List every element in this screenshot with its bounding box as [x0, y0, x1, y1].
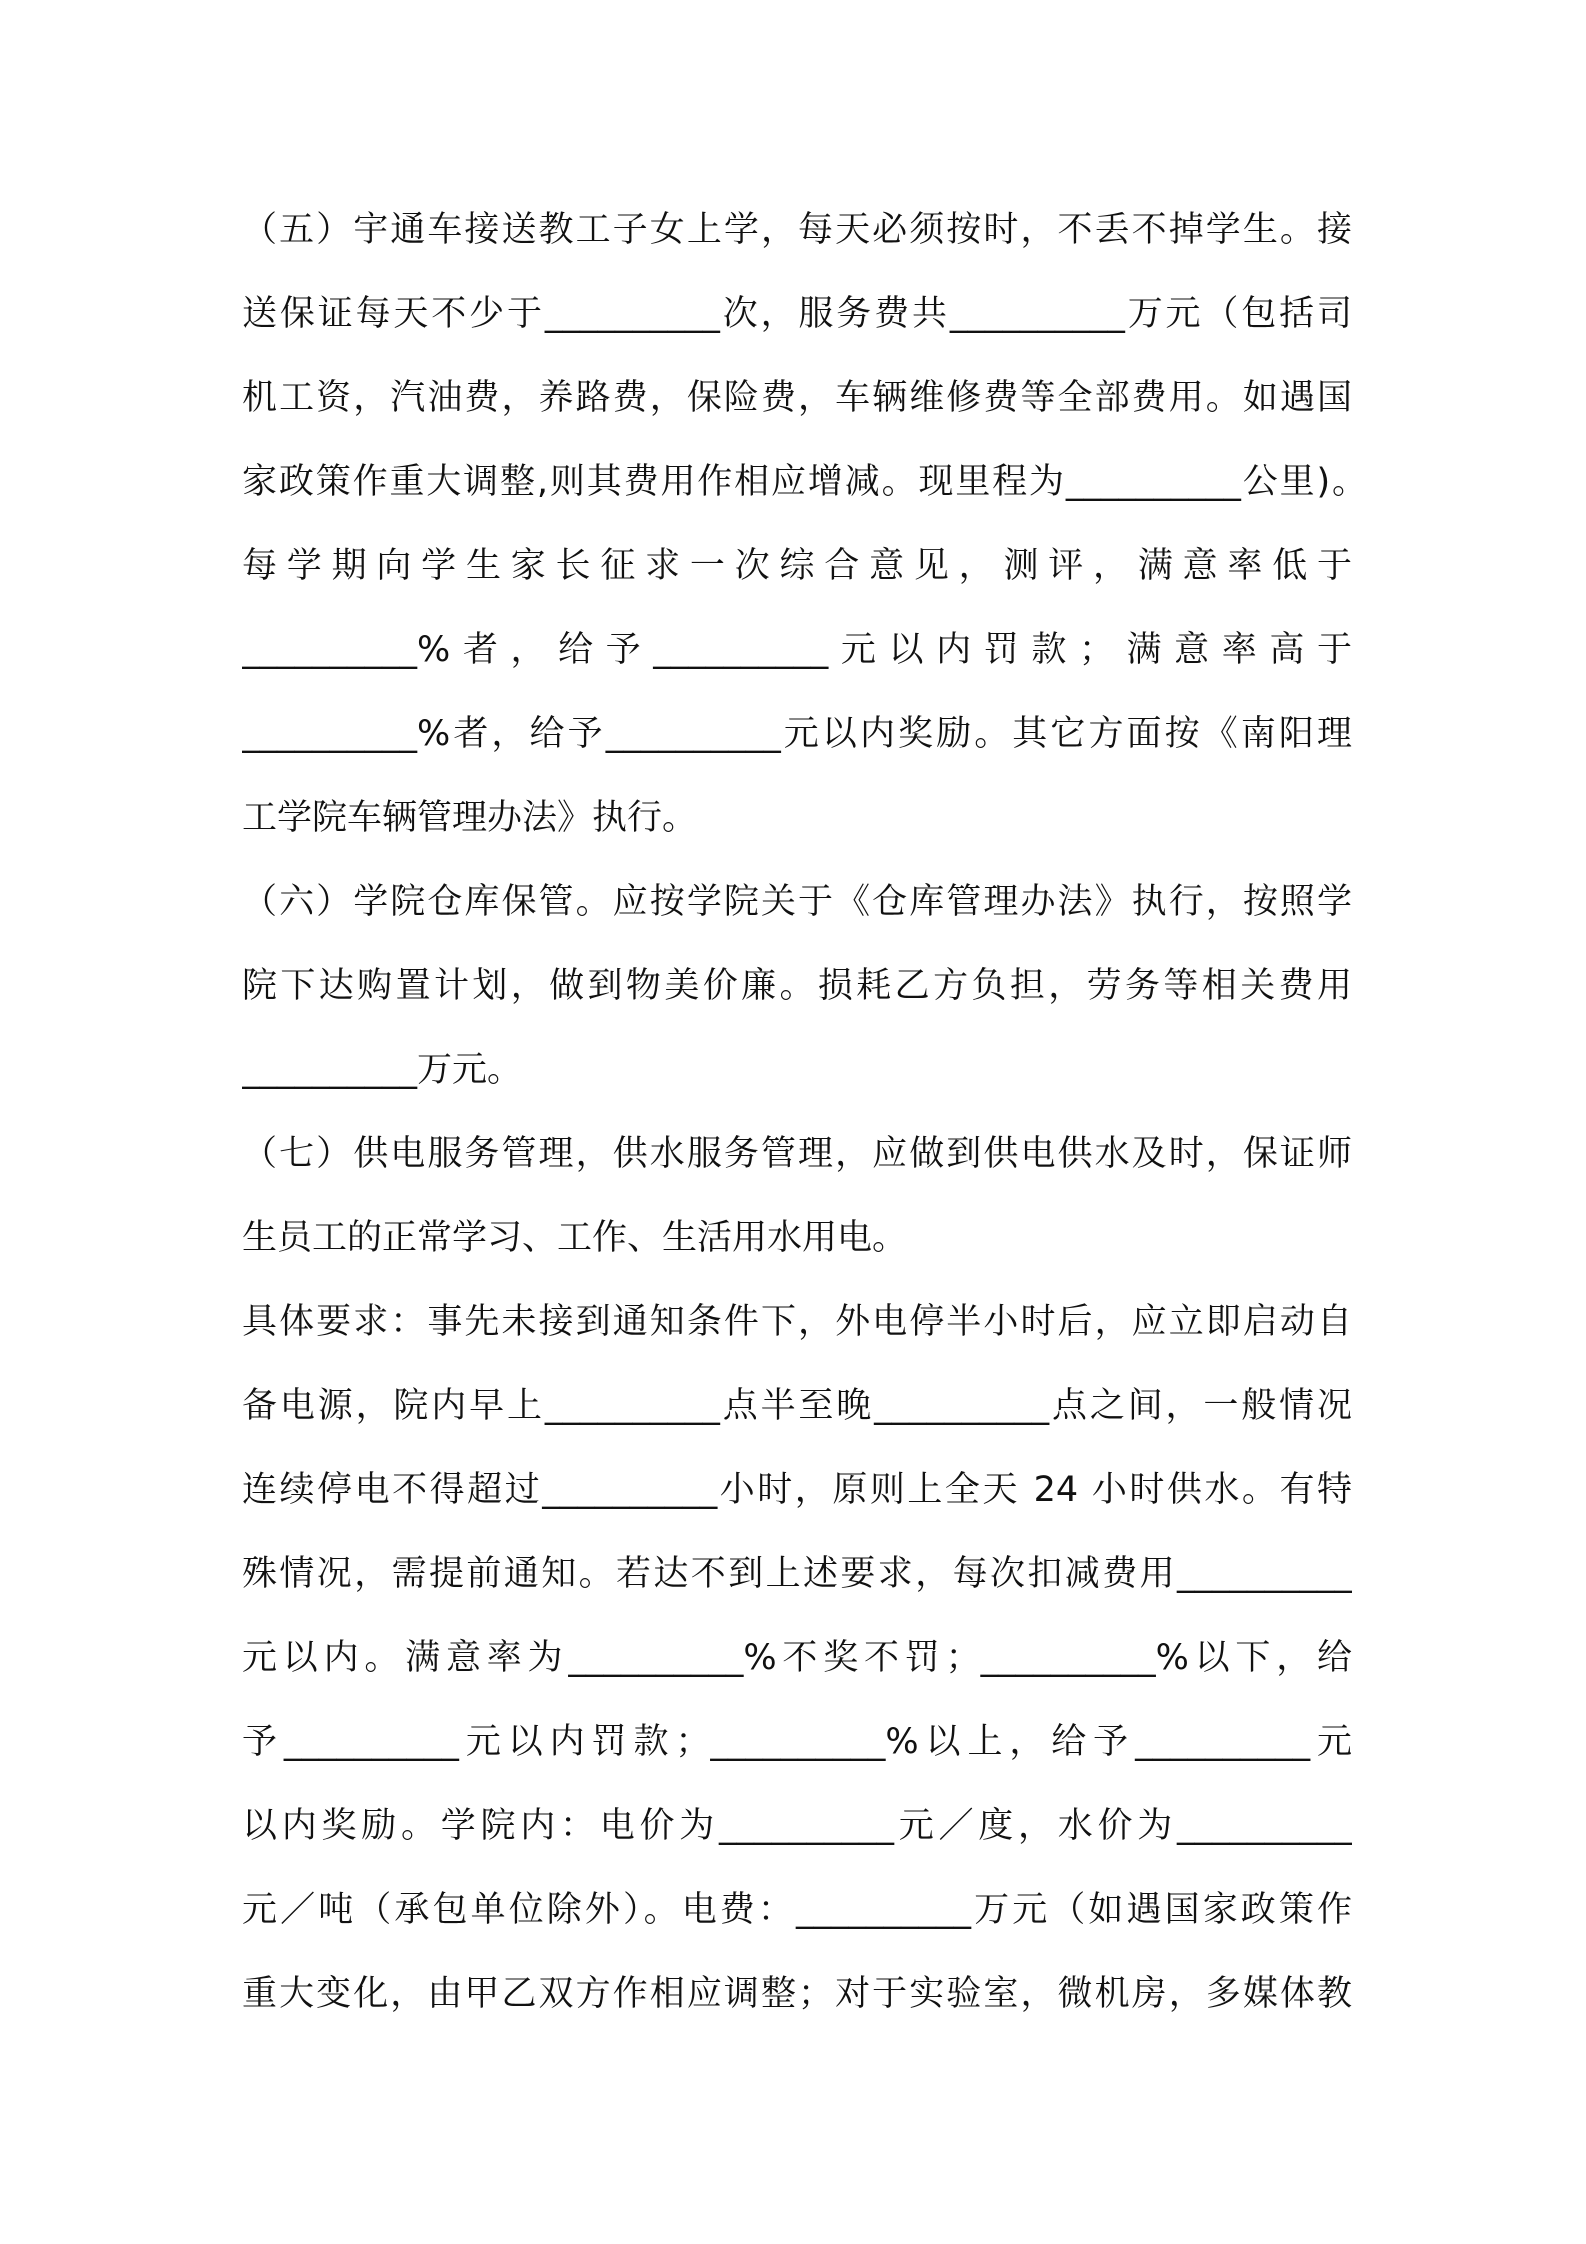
- text-line: 家政策作重大调整,则其费用作相应增减。现里程为__________公里)。: [242, 462, 1367, 502]
- text-line: 机工资，汽油费，养路费，保险费，车辆维修费等全部费用。如遇国: [242, 378, 1352, 418]
- text-line: 具体要求：事先未接到通知条件下，外电停半小时后，应立即启动自: [242, 1302, 1352, 1342]
- text-line: 生员工的正常学习、工作、生活用水用电。: [242, 1218, 908, 1258]
- text-line: 院下达购置计划，做到物美价廉。损耗乙方负担，劳务等相关费用: [242, 966, 1352, 1006]
- text-line: 予__________元以内罚款；__________%以上，给予__________元: [242, 1722, 1352, 1762]
- text-line: 元以内。满意率为__________%不奖不罚；__________%以下，给: [242, 1638, 1352, 1678]
- text-line: 元／吨（承包单位除外）。电费：__________万元（如遇国家政策作: [242, 1890, 1352, 1930]
- text-line: 连续停电不得超过__________小时，原则上全天 24 小时供水。有特: [242, 1470, 1352, 1510]
- text-line: 每学期向学生家长征求一次综合意见，测评，满意率低于: [242, 546, 1352, 586]
- text-line: （五）宇通车接送教工子女上学，每天必须按时，不丢不掉学生。接: [242, 210, 1352, 250]
- text-line: 备电源，院内早上__________点半至晚__________点之间，一般情况: [242, 1386, 1352, 1426]
- text-line: 以内奖励。学院内：电价为__________元／度，水价为__________: [242, 1806, 1352, 1846]
- text-line: 殊情况，需提前通知。若达不到上述要求，每次扣减费用__________: [242, 1554, 1352, 1594]
- text-line: （六）学院仓库保管。应按学院关于《仓库管理办法》执行，按照学: [242, 882, 1352, 922]
- text-line: 送保证每天不少于__________次，服务费共__________万元（包括司: [242, 294, 1352, 334]
- text-line: （七）供电服务管理，供水服务管理，应做到供电供水及时，保证师: [242, 1134, 1352, 1174]
- text-line: 重大变化，由甲乙双方作相应调整；对于实验室，微机房，多媒体教: [242, 1974, 1352, 2014]
- text-line: __________%者，给予__________元以内奖励。其它方面按《南阳理: [242, 714, 1352, 754]
- text-line: __________万元。: [242, 1050, 523, 1090]
- text-line: __________%者，给予__________元以内罚款；满意率高于: [242, 630, 1352, 670]
- text-line: 工学院车辆管理办法》执行。: [242, 798, 698, 838]
